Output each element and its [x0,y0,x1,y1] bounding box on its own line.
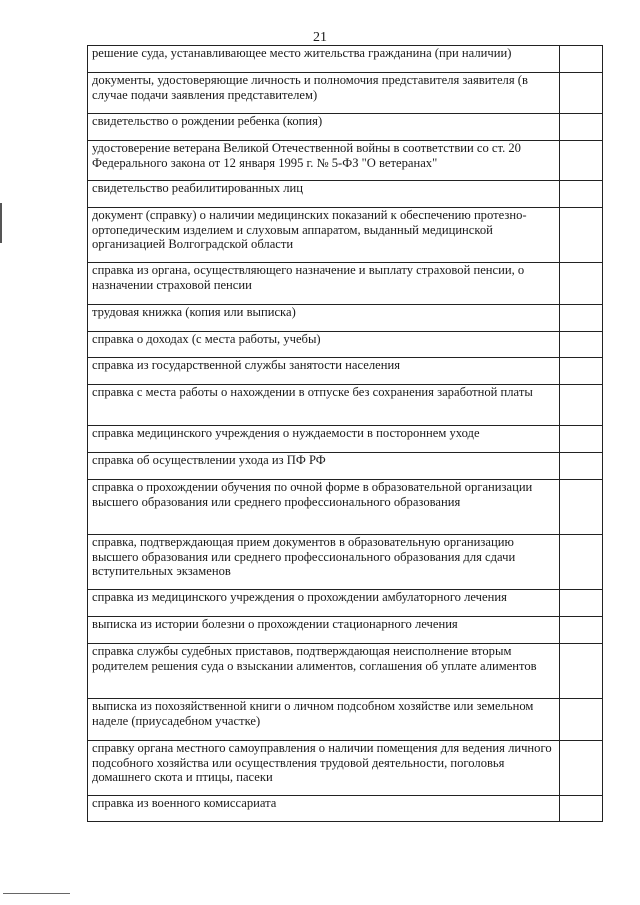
mark-cell [560,332,603,358]
table-row [88,141,603,181]
document-name-cell: справку органа местного самоуправления о наличии помещения для ведения личного подсобного хозяйства или осуществления трудовой деятельности, поголовья домашнего скота и птицы, пасеки [88,741,560,796]
page-number: 21 [313,30,327,45]
mark-cell [560,796,603,822]
footnote-separator [3,893,70,894]
table-row [88,699,603,741]
documents-table [87,45,603,822]
table-row [88,181,603,208]
table-row [88,590,603,617]
table-row [88,208,603,263]
scan-margin-mark [0,203,2,243]
table-row [88,617,603,644]
document-name-cell: справка, подтверждающая прием документов в образовательную организацию высшего образования или среднего профессионального образования для сдачи вступительных экзаменов [88,535,560,590]
document-name-cell: выписка из истории болезни о прохождении стационарного лечения [88,617,560,644]
table-row [88,796,603,822]
document-name-cell: справка с места работы о нахождении в отпуске без сохранения заработной платы [88,385,560,426]
table-row [88,358,603,385]
document-name-cell: удостоверение ветерана Великой Отечественной войны в соответствии со ст. 20 Федерального закона от 12 января 1995 г. № 5-ФЗ "О ветеранах" [88,141,560,181]
mark-cell [560,46,603,73]
mark-cell [560,385,603,426]
document-name-cell: решение суда, устанавливающее место жительства гражданина (при наличии) [88,46,560,73]
table-row [88,114,603,141]
table-row [88,385,603,426]
mark-cell [560,141,603,181]
document-name-cell: справка службы судебных приставов, подтверждающая неисполнение вторым родителем решения суда о взыскании алиментов, соглашения об уплате алиментов [88,644,560,699]
table-row [88,305,603,332]
mark-cell [560,73,603,114]
mark-cell [560,699,603,741]
mark-cell [560,181,603,208]
document-name-cell: трудовая книжка (копия или выписка) [88,305,560,332]
table-row [88,46,603,73]
document-name-cell: свидетельство о рождении ребенка (копия) [88,114,560,141]
document-name-cell: справка из военного комиссариата [88,796,560,822]
mark-cell [560,305,603,332]
document-name-cell: справка из государственной службы занятости населения [88,358,560,385]
document-name-cell: справка о доходах (с места работы, учебы) [88,332,560,358]
table-row [88,453,603,480]
document-name-cell: свидетельство реабилитированных лиц [88,181,560,208]
table-row [88,73,603,114]
table-row [88,426,603,453]
mark-cell [560,741,603,796]
document-name-cell: документ (справку) о наличии медицинских показаний к обеспечению протезно-ортопедическим изделием и слуховым аппаратом, выданный медицинской организацией Волгоградской области [88,208,560,263]
document-name-cell: справка о прохождении обучения по очной форме в образовательной организации высшего образования или среднего профессионального образования [88,480,560,535]
document-name-cell: справка медицинского учреждения о нуждаемости в постороннем уходе [88,426,560,453]
mark-cell [560,114,603,141]
document-name-cell: справка из органа, осуществляющего назначение и выплату страховой пенсии, о назначении страховой пенсии [88,263,560,305]
table-row [88,480,603,535]
document-name-cell: справка об осуществлении ухода из ПФ РФ [88,453,560,480]
mark-cell [560,644,603,699]
document-name-cell: документы, удостоверяющие личность и полномочия представителя заявителя (в случае подачи заявления представителем) [88,73,560,114]
mark-cell [560,426,603,453]
table-row [88,263,603,305]
mark-cell [560,617,603,644]
mark-cell [560,358,603,385]
mark-cell [560,453,603,480]
mark-cell [560,480,603,535]
table-row [88,332,603,358]
table-row [88,535,603,590]
table-row [88,741,603,796]
mark-cell [560,535,603,590]
document-name-cell: выписка из похозяйственной книги о личном подсобном хозяйстве или земельном наделе (приусадебном участке) [88,699,560,741]
document-name-cell: справка из медицинского учреждения о прохождении амбулаторного лечения [88,590,560,617]
table-row [88,644,603,699]
mark-cell [560,208,603,263]
mark-cell [560,590,603,617]
mark-cell [560,263,603,305]
